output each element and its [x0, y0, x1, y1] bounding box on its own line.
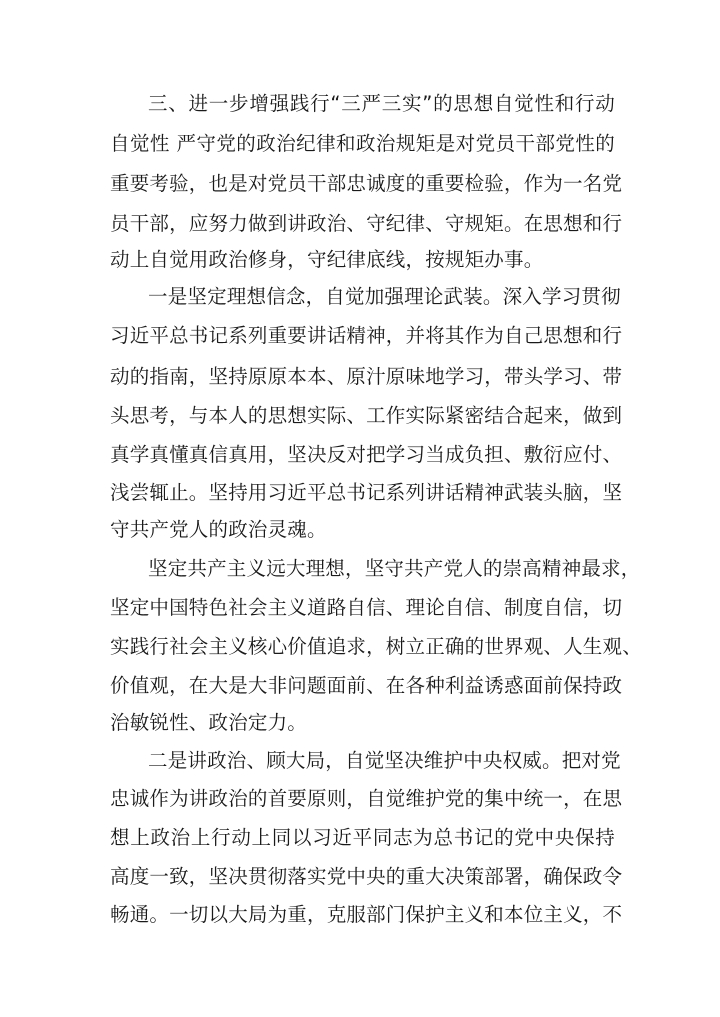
paragraph-2-line-1: 一是坚定理想信念，自觉加强理论武装。深入学习贯彻 [148, 285, 621, 308]
paragraph-3-line-3: 实践行社会主义核心价值追求，树立正确的世界观、人生观、 [110, 635, 642, 658]
paragraph-1-line-5: 动上自觉用政治修身，守纪律底线，按规矩办事。 [110, 248, 544, 271]
paragraph-2-line-2: 习近平总书记系列重要讲话精神，并将其作为自己思想和行 [110, 324, 623, 347]
paragraph-4-line-3: 想上政治上行动上同以习近平同志为总书记的党中央保持 [110, 826, 615, 849]
paragraph-3-line-2: 坚定中国特色社会主义道路自信、理论自信、制度自信，切 [110, 596, 623, 619]
paragraph-1-line-3: 重要考验，也是对党员干部忠诚度的重要检验，作为一名党 [110, 172, 623, 195]
paragraph-4-line-2: 忠诚作为讲政治的首要原则，自觉维护党的集中统一，在思 [110, 787, 623, 810]
paragraph-4-line-4: 高度一致，坚决贯彻落实党中央的重大决策部署，确保政令 [110, 865, 623, 888]
paragraph-4-line-5: 畅通。一切以大局为重，克服部门保护主义和本位主义，不 [110, 903, 623, 926]
paragraph-3-line-1: 坚定共产主义远大理想，坚守共产党人的崇高精神最求， [148, 557, 641, 580]
paragraph-2-line-4: 头思考，与本人的思想实际、工作实际紧密结合起来，做到 [110, 404, 623, 427]
paragraph-2-line-7: 守共产党人的政治灵魂。 [110, 518, 327, 541]
paragraph-1-line-4: 员干部，应努力做到讲政治、守纪律、守规矩。在思想和行 [110, 212, 623, 235]
paragraph-1-line-1: 三、进一步增强践行“三严三实”的思想自觉性和行动 [148, 92, 615, 115]
paragraph-3-line-4: 价值观，在大是大非问题面前、在各种利益诱惑面前保持政 [110, 674, 623, 697]
paragraph-4-line-1: 二是讲政治、顾大局，自觉坚决维护中央权威。把对党 [148, 749, 621, 772]
paragraph-2-line-3: 动的指南，坚持原原本本、原汁原味地学习，带头学习、带 [110, 365, 623, 388]
paragraph-2-line-5: 真学真懂真信真用，坚决反对把学习当成负担、敷衍应付、 [110, 443, 623, 466]
paragraph-2-line-6: 浅尝辄止。坚持用习近平总书记系列讲话精神武装头脑，坚 [110, 481, 623, 504]
paragraph-3-line-5: 治敏锐性、政治定力。 [110, 711, 308, 734]
paragraph-1-line-2: 自觉性 严守党的政治纪律和政治规矩是对党员干部党性的 [110, 132, 615, 155]
